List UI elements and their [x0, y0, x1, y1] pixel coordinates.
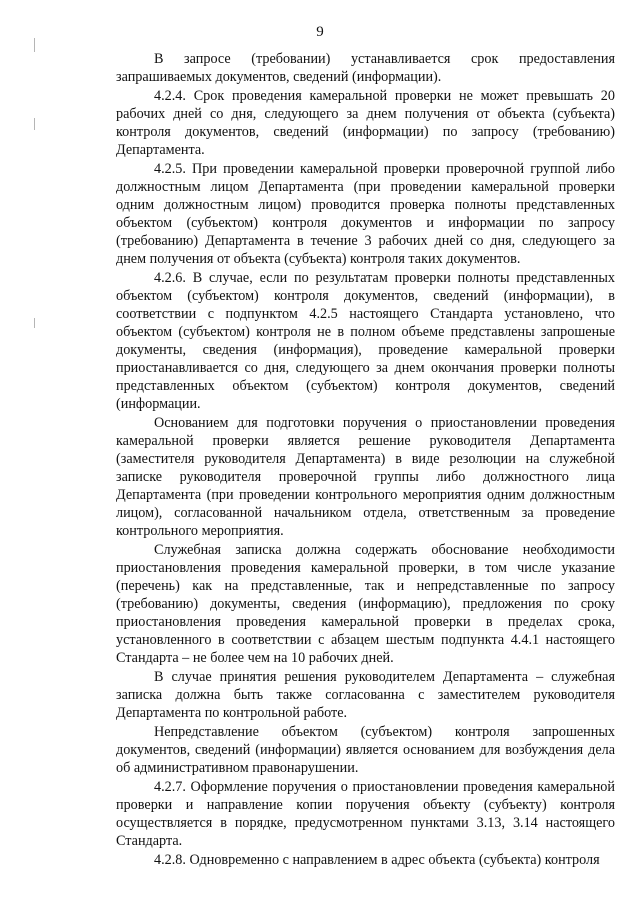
paragraph: Основанием для подготовки поручения о приостановлении проведения камеральной проверки является решение руководителя Департамента (заместителя руководителя Департамента) в виде резолюции на служебной записке руководителя проверочной группы либо должностного лица Департамента (при проведении контрольного мероприятия одним должностным лицом), согласованной начальником отдела, ответственным за проведение контрольного мероприятия.: [116, 415, 615, 539]
paragraph: 4.2.6. В случае, если по результатам проверки полноты представленных объектом (субъектом) контроля документов, сведений (информации), в соответствии с подпунктом 4.2.5 настоящего Стандарта установлено, что объектом (субъектом) контроля не в полном объеме представлены запрошеные документы, сведения (информация), проведение камеральной проверки приостанавливается со дня, следующего за днем окончания проверки полноты представленных объектом (субъектом) контроля документов, сведений (информации.: [116, 270, 615, 412]
paragraph: В случае принятия решения руководителем Департамента – служебная записка должна быть также согласованна с заместителем руководителя Департамента по контрольной работе.: [116, 669, 615, 721]
paragraph: 4.2.7. Оформление поручения о приостановлении проведения камеральной проверки и направление копии поручения объекту (субъекту) контроля осуществляется в порядке, предусмотренном пунктами 3.13, 3.14 настоящего Стандарта.: [116, 779, 615, 849]
document-body: [116, 50, 615, 869]
paragraph: Служебная записка должна содержать обоснование необходимости приостановления проведения камеральной проверки, в том числе указание (перечень) как на представленные, так и непредставленные по запросу (требованию) документы, сведения (информацию), предложения по сроку приостановления проведения камеральной проверки в пределах срока, установленного в соответствии с абзацем шестым подпункта 4.4.1 настоящего Стандарта – не более чем на 10 рабочих дней.: [116, 542, 615, 666]
paragraph: В запросе (требовании) устанавливается срок предоставления запрашиваемых документов, сведений (информации).: [116, 51, 615, 85]
paragraph: Непредставление объектом (субъектом) контроля запрошенных документов, сведений (информации) является основанием для возбуждения дела об административном правонарушении.: [116, 724, 615, 776]
paragraph: 4.2.8. Одновременно с направлением в адрес объекта (субъекта) контроля: [154, 852, 600, 868]
page-number: 9: [316, 24, 324, 40]
paragraph: 4.2.4. Срок проведения камеральной проверки не может превышать 20 рабочих дней со дня, следующего за днем получения от объекта (субъекта) контроля документов, сведений (информации) по запросу (требованию) Департамента.: [116, 88, 615, 158]
scan-margin-mark: [34, 318, 35, 328]
paragraph: 4.2.5. При проведении камеральной проверки проверочной группой либо должностным лицом Департамента (при проведении камеральной проверки одним должностным лицом) проводится проверка полноты представленных объектом (субъектом) контроля документов и информации по запросу (требованию) Департамента в течение 3 рабочих дней со дня, следующего за днем получения от объекта (субъекта) контроля таких документов.: [116, 161, 615, 267]
scan-margin-mark: [34, 118, 35, 130]
